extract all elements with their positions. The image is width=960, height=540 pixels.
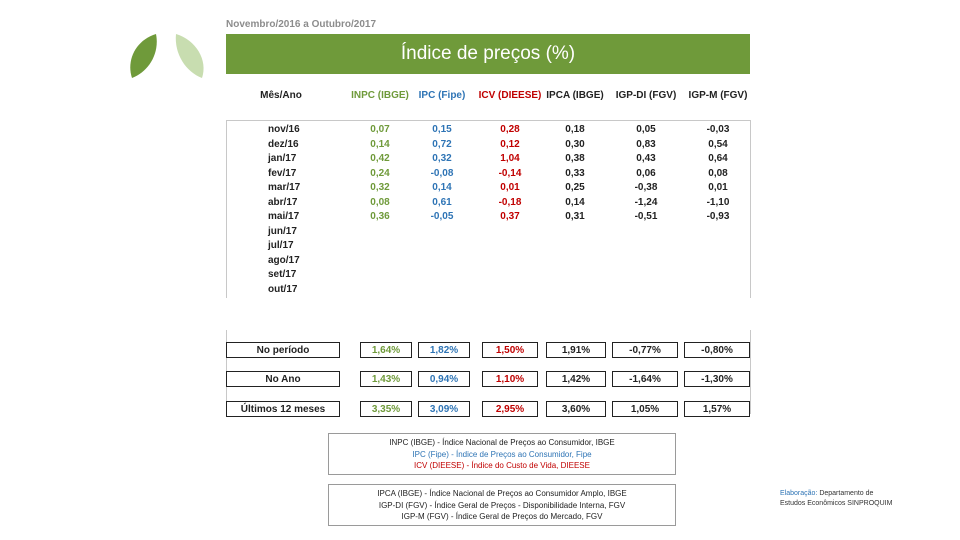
value-cell-igpdi: 0,05: [636, 124, 656, 135]
credit-note: [780, 489, 892, 509]
value-cell-ipc: 0,61: [432, 196, 452, 208]
summary-cell: 0,94%: [418, 371, 470, 387]
header-divider: [226, 120, 750, 121]
value-cell-ipc: -0,05: [430, 211, 454, 222]
value-cell-igpm: -1,10: [706, 196, 730, 208]
summary-right-border: [750, 330, 751, 414]
value-cell-icv: 0,01: [500, 182, 520, 193]
col-header-igpdi: IGP-DI (FGV): [615, 90, 677, 101]
value-cell-igpdi: -0,51: [634, 211, 658, 222]
legend-igpm: IGP-M (FGV) - Índice Geral de Preços do Mercado, FGV: [401, 512, 603, 521]
legend-box-2: [328, 484, 676, 526]
col-header-month: Mês/Ano: [260, 90, 302, 101]
value-cell-inpc: 0,24: [370, 167, 390, 179]
leaf-logo: [122, 30, 214, 80]
value-cell-ipc: 0,15: [432, 124, 452, 135]
summary-label: Últimos 12 meses: [226, 401, 340, 417]
value-cell-ipca: 0,30: [565, 138, 585, 150]
value-cell-igpdi: 0,06: [636, 167, 656, 179]
summary-cell: -0,77%: [612, 342, 678, 358]
legend-box-1: [328, 433, 676, 475]
month-label: jun/17: [268, 225, 297, 237]
summary-cell: 1,91%: [546, 342, 606, 358]
month-label: ago/17: [268, 254, 300, 266]
value-cell-ipca: 0,33: [565, 167, 585, 179]
summary-label: No período: [226, 342, 340, 358]
table-title: Índice de preços (%): [226, 34, 750, 74]
value-cell-icv: -0,14: [498, 167, 522, 179]
value-cell-inpc: 0,36: [370, 211, 390, 222]
value-cell-ipc: 0,14: [432, 182, 452, 193]
col-header-icv: ICV (DIEESE): [478, 90, 542, 101]
month-label: mai/17: [268, 211, 300, 222]
month-label: abr/17: [268, 196, 298, 208]
legend-igpdi: IGP-DI (FGV) - Índice Geral de Preços - Disponibilidade Interna, FGV: [378, 500, 626, 510]
value-cell-igpdi: -1,24: [634, 196, 658, 208]
value-cell-icv: 1,04: [500, 153, 520, 164]
value-cell-igpm: -0,93: [706, 211, 730, 222]
credit-prefix: Elaboração:: [780, 490, 818, 497]
summary-cell: 3,09%: [418, 401, 470, 417]
summary-cell: 1,43%: [360, 371, 412, 387]
month-label: nov/16: [268, 124, 300, 135]
month-label: out/17: [268, 283, 298, 295]
summary-cell: 1,64%: [360, 342, 412, 358]
summary-cell: -1,64%: [612, 371, 678, 387]
value-cell-icv: -0,18: [498, 196, 522, 208]
credit-line2: Estudos Econômicos SINPROQUIM: [780, 500, 893, 507]
summary-label: No Ano: [226, 371, 340, 387]
legend-icv: ICV (DIEESE) - Índice do Custo de Vida, DIEESE: [414, 461, 590, 470]
value-cell-icv: 0,28: [500, 124, 520, 135]
month-label: set/17: [268, 269, 297, 280]
col-header-ipca: IPCA (IBGE): [546, 90, 604, 101]
summary-cell: 1,42%: [546, 371, 606, 387]
value-cell-inpc: 0,14: [370, 138, 390, 150]
credit-line1: Departamento de: [819, 490, 874, 497]
legend-ipca: IPCA (IBGE) - Índice Nacional de Preços ao Consumidor Amplo, IBGE: [377, 489, 627, 498]
value-cell-icv: 0,37: [500, 211, 520, 222]
value-cell-inpc: 0,07: [370, 124, 390, 135]
value-cell-igpm: 0,54: [708, 138, 728, 150]
col-header-igpm: IGP-M (FGV): [688, 90, 748, 101]
value-cell-ipca: 0,25: [565, 182, 585, 193]
value-cell-inpc: 0,32: [370, 182, 390, 193]
month-label: dez/16: [268, 138, 299, 150]
value-cell-igpm: -0,03: [706, 124, 730, 135]
legend-ipc: IPC (Fipe) - Índice de Preços ao Consumidor, Fipe: [412, 449, 592, 459]
value-cell-inpc: 0,08: [370, 196, 390, 208]
summary-cell: 1,10%: [482, 371, 538, 387]
value-cell-ipca: 0,14: [565, 196, 585, 208]
value-cell-igpdi: 0,43: [636, 153, 656, 164]
value-cell-igpm: 0,08: [708, 167, 728, 179]
values-grid: [0, 123, 960, 233]
summary-cell: 3,35%: [360, 401, 412, 417]
legend-inpc: INPC (IBGE) - Índice Nacional de Preços ao Consumidor, IBGE: [389, 438, 615, 447]
month-label: jan/17: [268, 153, 297, 164]
value-cell-igpm: 0,01: [708, 182, 728, 193]
month-label: fev/17: [268, 167, 297, 179]
value-cell-icv: 0,12: [500, 138, 520, 150]
summary-cell: 3,60%: [546, 401, 606, 417]
summary-cell: 1,57%: [684, 401, 750, 417]
month-label: mar/17: [268, 182, 301, 193]
value-cell-ipc: 0,72: [432, 138, 452, 150]
month-label: jul/17: [268, 240, 294, 251]
summary-cell: 1,82%: [418, 342, 470, 358]
summary-cell: 1,05%: [612, 401, 678, 417]
value-cell-igpdi: -0,38: [634, 182, 658, 193]
col-header-inpc: INPC (IBGE): [351, 90, 409, 101]
value-cell-ipc: 0,32: [432, 153, 452, 164]
value-cell-inpc: 0,42: [370, 153, 390, 164]
value-cell-igpm: 0,64: [708, 153, 728, 164]
summary-cell: 1,50%: [482, 342, 538, 358]
value-cell-ipca: 0,18: [565, 124, 585, 135]
value-cell-ipca: 0,38: [565, 153, 585, 164]
summary-cell: -0,80%: [684, 342, 750, 358]
value-cell-ipc: -0,08: [430, 167, 454, 179]
period-title: Novembro/2016 a Outubro/2017: [226, 19, 377, 30]
value-cell-igpdi: 0,83: [636, 138, 656, 150]
value-cell-ipca: 0,31: [565, 211, 585, 222]
col-header-ipc: IPC (Fipe): [418, 90, 466, 101]
summary-cell: -1,30%: [684, 371, 750, 387]
summary-cell: 2,95%: [482, 401, 538, 417]
